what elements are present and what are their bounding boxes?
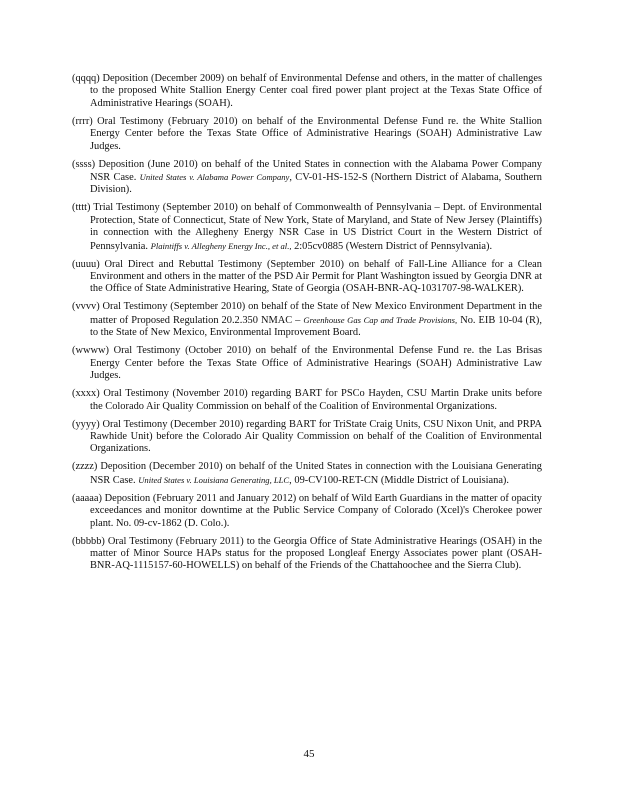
list-item: (uuuu) Oral Direct and Rebuttal Testimony (September 2010) on behalf of Fall-Line Alliance for a Clean Environment and others in the matter of the PSD Air Permit for Plant Washington issued by Georgia DNR at the Office of State Administrative Hearing, State of Georgia (OSAH-BNR-AQ-1031707-98-WALKER). xyxy=(72,258,542,295)
list-item: (bbbbb) Oral Testimony (February 2011) to the Georgia Office of State Administrative Hearings (OSAH) in the matter of Minor Source HAPs status for the proposed Longleaf Energy Associates power plant (OSAH-BNR-AQ-1115157-60-HOWELLS) on behalf of the Friends of the Chattahoochee and the Sierra Club). xyxy=(72,535,542,572)
entry-text: (ssss) Deposition (June 2010) on behalf of the United States in connection with the Alabama Power Company NSR Case. xyxy=(72,158,542,184)
entry-text: (tttt) Trial Testimony (September 2010) on behalf of Commonwealth of Pennsylvania – Dept. of Environmental Protection, State of Connecticut, State of New York, State of Maryland, and State of New Jersey (Plaintiffs) in connection with the Allegheny Energy NSR Case in US District Court in the Western District of Pennsylvania. xyxy=(72,202,542,252)
list-item: (xxxx) Oral Testimony (November 2010) regarding BART for PSCo Hayden, CSU Martin Drake units before the Colorado Air Quality Commission on behalf of the Coalition of Environmental Organizations. xyxy=(72,388,542,412)
entry-text: 2:05cv0885 (Western District of Pennsylvania). xyxy=(291,240,493,252)
list-item xyxy=(72,159,542,197)
entry-text: (vvvv) Oral Testimony (September 2010) on behalf of the State of New Mexico Environment Department in the matter of Proposed Regulation 20.2.350 NMAC – xyxy=(72,301,542,326)
case-citation: United States v. Louisiana Generating, LLC xyxy=(138,474,290,485)
entry-text: , 09-CV100-RET-CN (Middle District of Louisiana). xyxy=(289,474,509,486)
list-item: (rrrr) Oral Testimony (February 2010) on behalf of the Environmental Defense Fund re. the White Stallion Energy Center before the Texas State Office of Administrative Hearings (SOAH) Administrative Law Judges. xyxy=(72,115,542,152)
entry-text: (zzzz) Deposition (December 2010) on behalf of the United States in connection with the Louisiana Generating NSR Case. xyxy=(72,461,542,486)
case-citation: Greenhouse Gas Cap and Trade Provisions, xyxy=(303,314,458,325)
list-item xyxy=(72,202,542,253)
case-citation: Plaintiffs v. Allegheny Energy Inc., et al., xyxy=(150,240,292,251)
entry-text: , CV-01-HS-152-S (Northern District of Alabama, Southern Division). xyxy=(90,172,542,196)
list-item xyxy=(72,301,542,339)
list-item: (qqqq) Deposition (December 2009) on behalf of Environmental Defense and others, in the matter of challenges to the proposed White Stallion Energy Center coal fired power plant project at the Texas State Office of Administrative Hearings (SOAH). xyxy=(72,73,542,109)
list-item: (wwww) Oral Testimony (October 2010) on behalf of the Environmental Defense Fund re. the Las Brisas Energy Center before the Texas State Office of Administrative Hearings (SOAH) Administrative Law Judges. xyxy=(72,345,542,382)
case-citation: United States v. Alabama Power Company xyxy=(139,172,290,183)
list-item: (yyyy) Oral Testimony (December 2010) regarding BART for TriState Craig Units, CSU Nixon Unit, and PRPA Rawhide Unit) before the Colorado Air Quality Commission on behalf of the Coalition of Environmental Organizations. xyxy=(72,418,542,455)
list-item: (aaaaa) Deposition (February 2011 and January 2012) on behalf of Wild Earth Guardians in the matter of opacity exceedances and monitor downtime at the Public Service Company of Colorado (Xcel)'s Cherokee power plant. No. 09-cv-1862 (D. Colo.). xyxy=(72,492,542,529)
list-item xyxy=(72,461,542,487)
entry-text: No. EIB 10-04 (R), to the State of New Mexico, Environmental Improvement Board. xyxy=(90,314,542,339)
testimony-list xyxy=(72,73,542,578)
page-number: 45 xyxy=(303,748,315,760)
